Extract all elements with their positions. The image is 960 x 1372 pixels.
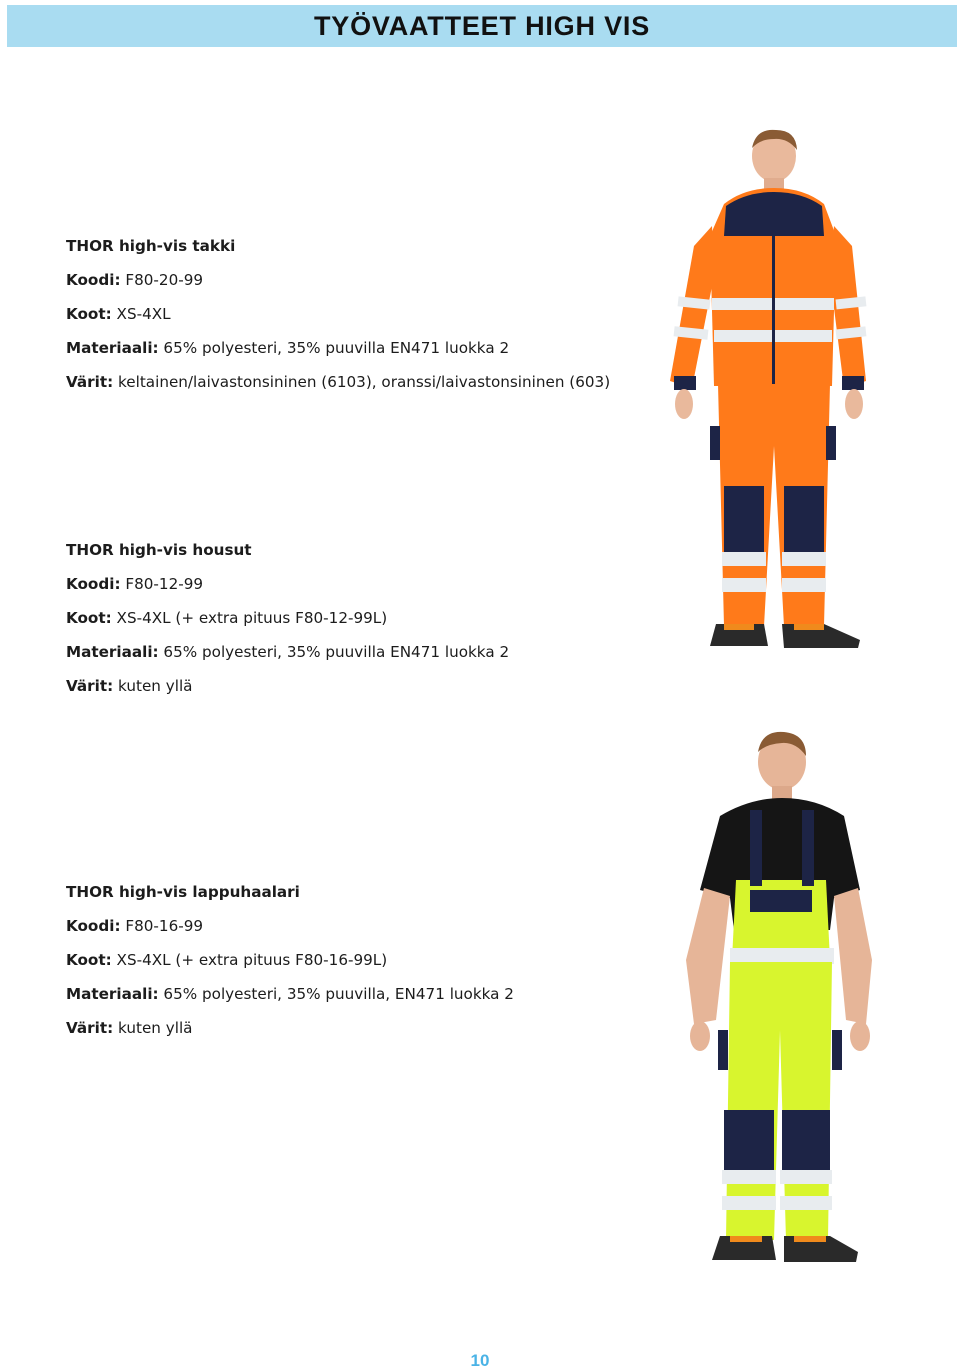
material-line	[66, 977, 666, 1011]
code-value: F80-12-99	[120, 575, 204, 593]
product-name-line	[66, 875, 666, 909]
material-value: 65% polyesteri, 35% puuvilla EN471 luokka 2	[158, 643, 510, 661]
title-bar	[7, 5, 957, 47]
sizes-line	[66, 297, 666, 331]
code-line	[66, 909, 666, 943]
colors-label: Värit:	[66, 677, 114, 695]
product-name-line	[66, 229, 666, 263]
product-jacket	[66, 229, 666, 399]
material-value: 65% polyesteri, 35% puuvilla EN471 luokka 2	[158, 339, 510, 357]
sizes-value: XS-4XL	[111, 305, 171, 323]
colors-value: kuten yllä	[113, 1019, 193, 1037]
product-pants	[66, 533, 666, 703]
material-label: Materiaali:	[66, 643, 159, 661]
sizes-label: Koot:	[66, 609, 112, 627]
colors-value: kuten yllä	[113, 677, 193, 695]
product-name: THOR high-vis takki	[66, 237, 236, 255]
material-value: 65% polyesteri, 35% puuvilla, EN471 luokka 2	[158, 985, 514, 1003]
material-line	[66, 331, 666, 365]
sizes-value: XS-4XL (+ extra pituus F80-16-99L)	[111, 951, 388, 969]
code-label: Koodi:	[66, 271, 121, 289]
code-line	[66, 263, 666, 297]
sizes-label: Koot:	[66, 951, 112, 969]
code-label: Koodi:	[66, 917, 121, 935]
sizes-line	[66, 943, 666, 977]
product-overall	[66, 875, 666, 1045]
colors-line	[66, 365, 666, 399]
material-label: Materiaali:	[66, 339, 159, 357]
colors-line	[66, 669, 666, 703]
page-number: 10	[470, 1351, 490, 1370]
yellow-hi-vis-overall-photo	[660, 730, 872, 1270]
sizes-label: Koot:	[66, 305, 112, 323]
product-name: THOR high-vis housut	[66, 541, 252, 559]
code-value: F80-16-99	[120, 917, 204, 935]
material-label: Materiaali:	[66, 985, 159, 1003]
product-name-line	[66, 533, 666, 567]
colors-label: Värit:	[66, 373, 114, 391]
code-value: F80-20-99	[120, 271, 204, 289]
colors-value: keltainen/laivastonsininen (6103), oranssi/laivastonsininen (603)	[113, 373, 611, 391]
product-name: THOR high-vis lappuhaalari	[66, 883, 300, 901]
page-title: TYÖVAATTEET HIGH VIS	[313, 10, 651, 41]
code-line	[66, 567, 666, 601]
material-line	[66, 635, 666, 669]
colors-label: Värit:	[66, 1019, 114, 1037]
orange-hi-vis-suit-photo	[664, 126, 870, 650]
sizes-line	[66, 601, 666, 635]
sizes-value: XS-4XL (+ extra pituus F80-12-99L)	[111, 609, 388, 627]
code-label: Koodi:	[66, 575, 121, 593]
colors-line	[66, 1011, 666, 1045]
